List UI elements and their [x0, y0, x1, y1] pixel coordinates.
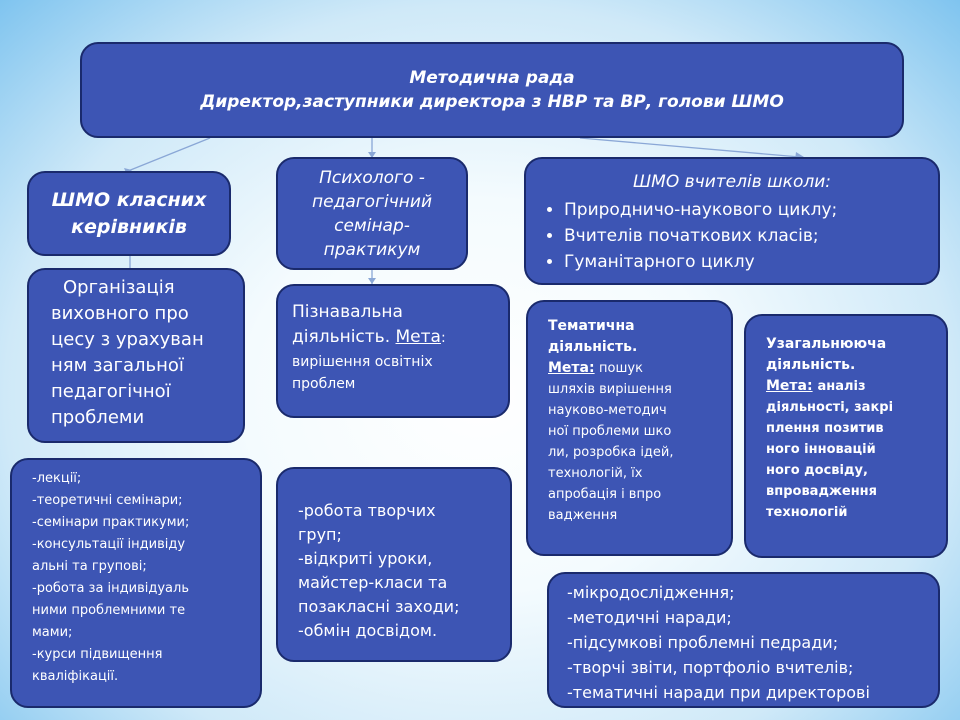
thematic-goal-line: шляхів вирішення [548, 382, 672, 397]
class-teachers-title-line1: ШМО класних [51, 188, 207, 211]
generalizing-goal-line: аналіз [817, 379, 866, 394]
seminar-forms-line: майстер-класи та [298, 573, 448, 592]
generalizing-goal-line: плення позитив [766, 421, 884, 436]
council-title: Методична рада [409, 68, 575, 88]
class-goal-line: Організація [63, 277, 175, 298]
seminar-title-line: педагогічний [312, 191, 432, 212]
ending-forms-line: -методичні наради; [567, 608, 732, 627]
class-goal-line: педагогічної [51, 381, 171, 402]
school-teachers-item: • Природничо-наукового циклу; [564, 197, 924, 223]
seminar-title-line: практикум [323, 239, 421, 260]
class-forms-line: альні та групові; [32, 559, 147, 574]
generalizing-goal-line: впровадження [766, 484, 878, 499]
ending-forms-line: -підсумкові проблемні педради; [567, 633, 839, 652]
generalizing-goal-line: ного інновацій [766, 442, 876, 457]
class-forms-line: кваліфікації. [32, 669, 119, 684]
thematic-goal-line: ли, розробка ідей, [548, 445, 674, 460]
generalizing-title-line: діяльність. [766, 357, 856, 373]
class-forms-line: -лекції; [32, 471, 82, 486]
school-teachers-mo-box [524, 157, 940, 285]
seminar-forms-line: -обмін досвідом. [298, 621, 438, 640]
school-teachers-item: • Гуманітарного циклу [564, 249, 924, 275]
thematic-title-line: діяльність. [548, 339, 638, 355]
seminar-title-line: Психолого - [319, 167, 425, 188]
methodical-council-box [80, 42, 904, 138]
thematic-goal-line: технологій, їх [548, 466, 643, 481]
seminar-forms-box [276, 467, 512, 662]
seminar-title-line: семінар- [334, 215, 410, 236]
ending-forms-line: -тематичні наради при директорові [567, 683, 870, 702]
ending-forms-box [547, 572, 940, 708]
class-teachers-title-line2: керівників [71, 215, 187, 238]
class-goal-line: проблеми [51, 407, 145, 428]
seminar-goal-label: Мета [395, 327, 441, 347]
class-teachers-forms-box [10, 458, 262, 708]
connector-to-school-teachers [580, 138, 800, 157]
class-forms-line: -робота за індивідуаль [32, 581, 189, 596]
school-teachers-item: • Вчителів початкових класів; [564, 223, 924, 249]
seminar-activity: Пізнавальна діяльність. [292, 302, 403, 347]
class-forms-line: -семінари практикуми; [32, 515, 190, 530]
class-forms-line: мами; [32, 625, 73, 640]
seminar-forms-line: -робота творчих [298, 501, 436, 520]
class-goal-line: цесу з урахуван [51, 329, 204, 350]
council-members: Директор,заступники директора з НВР та ВР, голови ШМО [200, 92, 784, 112]
class-teachers-mo-box [27, 171, 231, 256]
class-forms-line: ними проблемними те [32, 603, 186, 618]
thematic-goal-line: ної проблеми шко [548, 424, 672, 439]
class-goal-line: виховного про [51, 303, 189, 324]
thematic-goal-line: вадження [548, 508, 618, 523]
school-teachers-list [540, 197, 924, 275]
connector-to-class-teachers [128, 138, 210, 171]
class-forms-line: -консультації індивіду [32, 537, 186, 552]
thematic-title-line: Тематична [548, 318, 635, 334]
thematic-goal-line: пошук [599, 361, 643, 376]
seminar-goal-box: Пізнавальна діяльність. Мета: вирішення освітніх проблем [276, 284, 510, 418]
class-forms-line: -теоретичні семінари; [32, 493, 183, 508]
school-teachers-title: ШМО вчителів школи: [633, 172, 831, 192]
class-goal-line: ням загальної [51, 355, 184, 376]
seminar-goal-text: вирішення освітніх проблем [292, 354, 433, 392]
generalizing-title-line: Узагальнююча [766, 336, 887, 352]
ending-forms-line: -творчі звіти, портфоліо вчителів; [567, 658, 854, 677]
class-forms-line: -курси підвищення [32, 647, 163, 662]
seminar-forms-line: груп; [298, 525, 342, 544]
thematic-goal-line: науково-методич [548, 403, 667, 418]
generalizing-goal-line: технологій [766, 505, 848, 520]
seminar-forms-line: позакласні заходи; [298, 597, 460, 616]
seminar-forms-line: -відкриті уроки, [298, 549, 433, 568]
class-teachers-goal-box [27, 268, 245, 443]
generalizing-goal-line: ного досвіду, [766, 463, 868, 478]
generalizing-goal-line: діяльності, закрі [766, 400, 894, 415]
seminar-box [276, 157, 468, 270]
thematic-goal-label: Мета: [548, 360, 595, 376]
thematic-goal-line: апробація і впро [548, 487, 662, 502]
thematic-activity-box [526, 300, 733, 556]
generalizing-activity-box [744, 314, 948, 558]
ending-forms-line: -мікродослідження; [567, 583, 735, 602]
generalizing-goal-label: Мета: [766, 378, 813, 394]
